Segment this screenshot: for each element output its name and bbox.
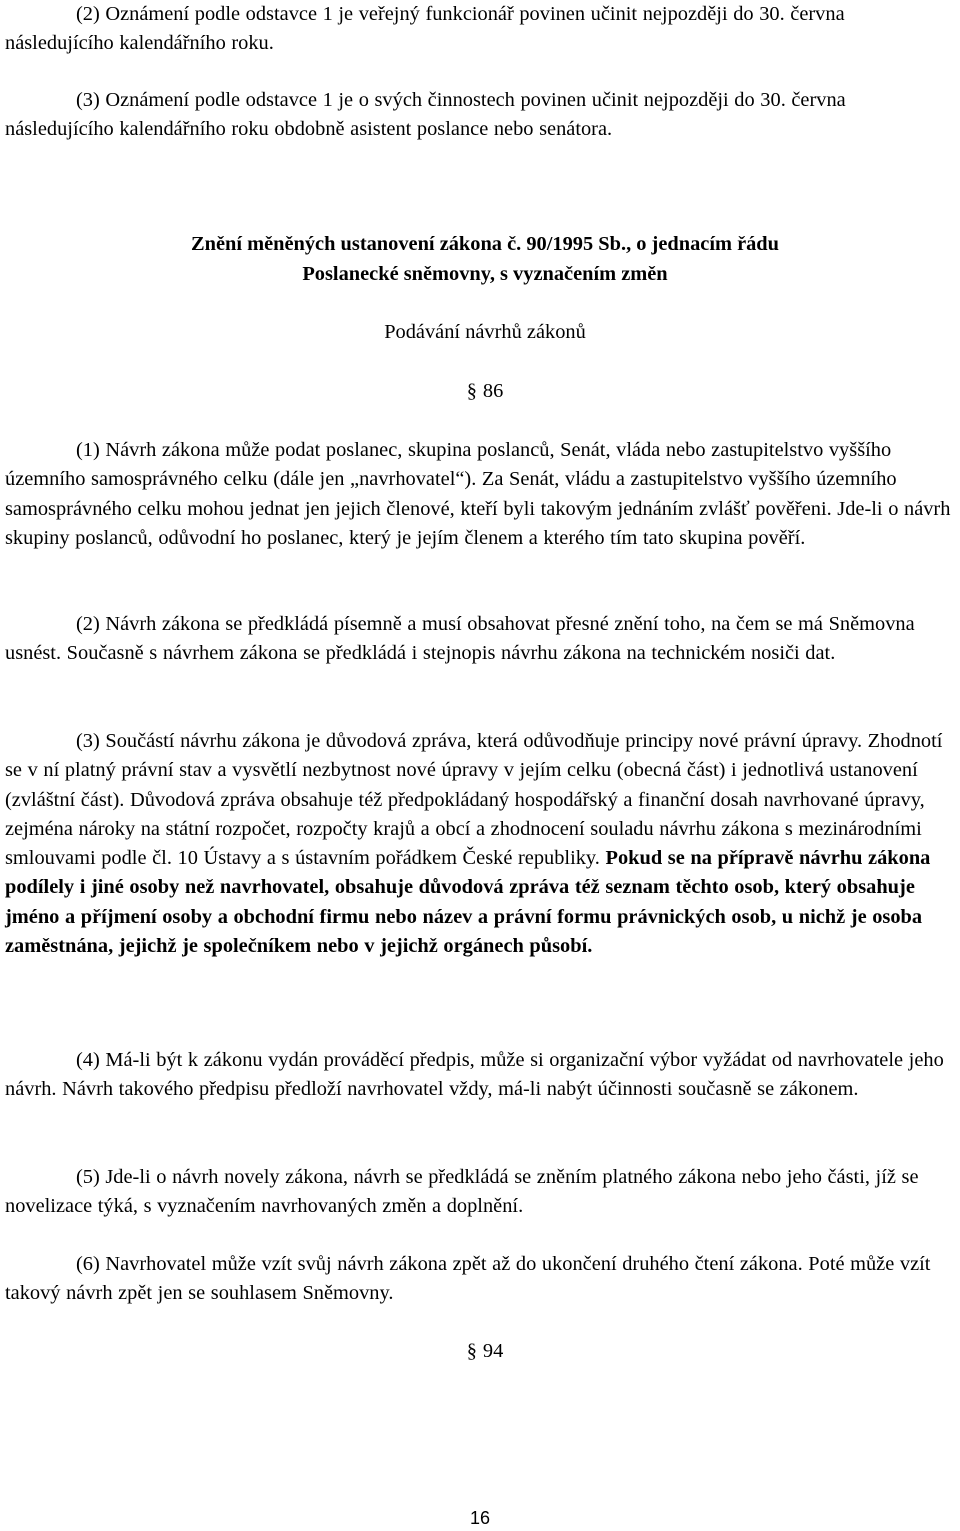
section-86-heading: [5, 377, 960, 406]
paragraph-3-text: (3) Součástí návrhu zákona je důvodová zpráva, která odůvodňuje principy nové právní úpravy. Zhodnotí se v ní platný právní stav a vysvětlí nezbytnost nové úpravy v jejím celku (obecná část) i jednotlivá ustanovení (zvláštní část). Důvodová zpráva obsahuje též předpokládaný hospodářský a finanční dosah navrhované úpravy, zejména nároky na státní rozpočet, rozpočty krajů a obcí a zhodnocení souladu návrhu zákona s mezinárodními smlouvami podle čl. 10 Ústavy a s ústavním pořádkem České republiky.: [5, 730, 943, 870]
section-sign-94: §: [466, 1340, 477, 1362]
section-86-paragraph-2: (2) Návrh zákona se předkládá písemně a musí obsahovat přesné znění toho, na čem se má Sněmovna usnést. Současně s návrhem zákona se předkládá i stejnopis návrhu zákona na technickém nosiči dat.: [5, 613, 915, 665]
section-94-number: 94: [482, 1340, 504, 1362]
section-94-heading: [5, 1337, 960, 1366]
section-86-paragraph-1: (1) Návrh zákona může podat poslanec, skupina poslanců, Senát, vláda nebo zastupitelstvo vyššího územního samosprávného celku (dále jen „navrhovatel“). Za Senát, vládu a zastupitelstvo vyššího územního samosprávného celku mohou jednat jen jejich členové, kteří byli takovým jednáním zvlášť pověřeni. Jde-li o návrh skupiny poslanců, odůvodní ho poslanec, který je jejím členem a kterého tím tato skupina pověří.: [5, 439, 951, 549]
intro-paragraph-2: (2) Oznámení podle odstavce 1 je veřejný funkcionář povinen učinit nejpozději do 30. června následujícího kalendářního roku.: [5, 3, 845, 55]
intro-paragraph-3: (3) Oznámení podle odstavce 1 je o svých činnostech povinen učinit nejpozději do 30. června následujícího kalendářního roku obdobně asistent poslance nebo senátora.: [5, 89, 846, 141]
paragraph-3-bold-amendment: Pokud se na přípravě návrhu zákona podílely i jiné osoby než navrhovatel, obsahuje důvodová zpráva též seznam těchto osob, který obsahuje jméno a příjmení osoby a obchodní firmu nebo název a právní formu právnických osob, u nichž je osoba zaměstnána, jejichž je společníkem nebo v jejichž orgánech působí.: [5, 847, 931, 958]
amendment-heading: Znění měněných ustanovení zákona č. 90/1995 Sb., o jednacím řádu Poslanecké sněmovny, s vyznačením změn: [191, 233, 779, 285]
section-title: Podávání návrhů zákonů: [384, 321, 586, 343]
section-86-paragraph-4: (4) Má-li být k zákonu vydán prováděcí předpis, může si organizační výbor vyžádat od navrhovatele jeho návrh. Návrh takového předpisu předloží navrhovatel vždy, má-li nabýt účinnosti současně se zákonem.: [5, 1049, 944, 1101]
section-86-paragraph-6: (6) Navrhovatel může vzít svůj návrh zákona zpět až do ukončení druhého čtení zákona. Poté může vzít takový návrh zpět jen se souhlasem Sněmovny.: [5, 1253, 931, 1305]
section-86-number: 86: [482, 380, 504, 402]
section-86-paragraph-3: [5, 727, 960, 961]
page-number: 16: [469, 1508, 491, 1528]
section-86-paragraph-5: (5) Jde-li o návrh novely zákona, návrh se předkládá se zněním platného zákona nebo jeho části, jíž se novelizace týká, s vyznačením navrhovaných změn a doplnění.: [5, 1166, 919, 1218]
section-sign-86: §: [466, 380, 477, 402]
